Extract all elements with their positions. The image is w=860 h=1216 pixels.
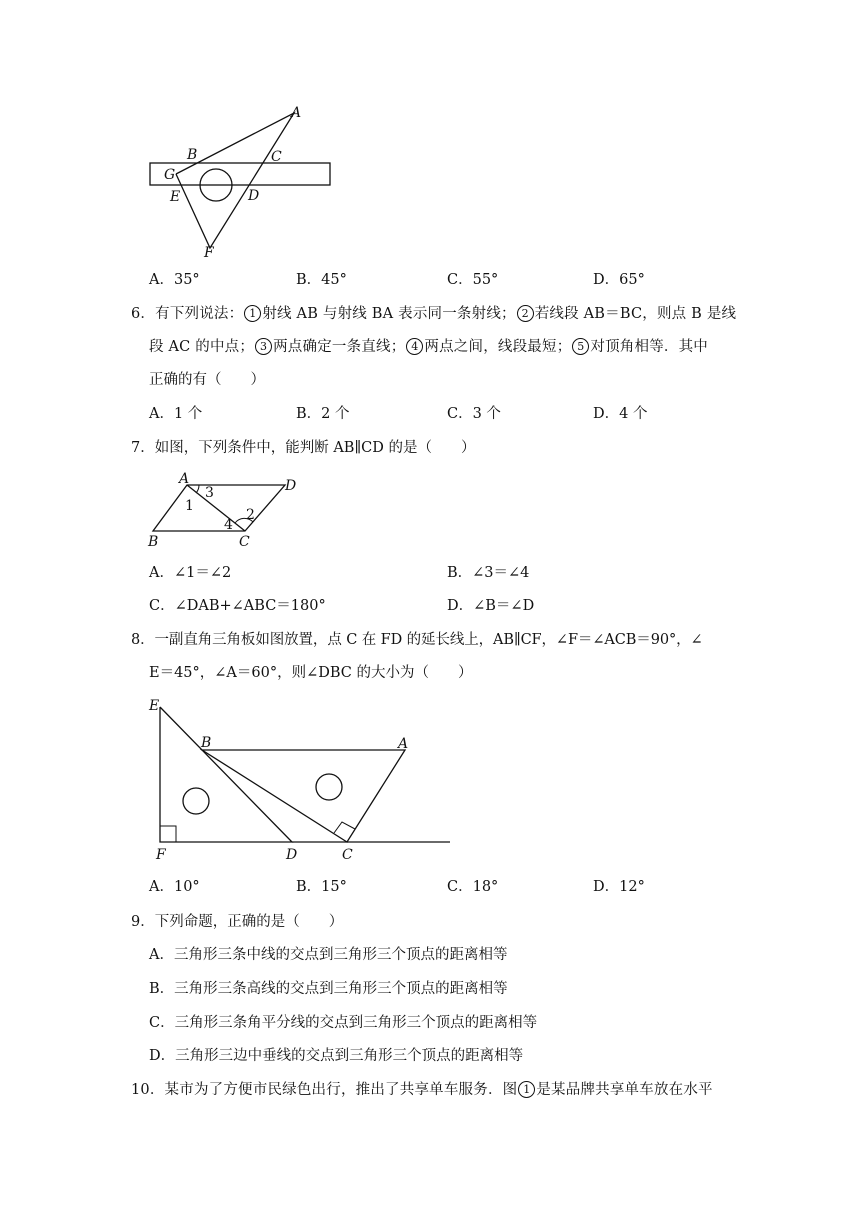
q6-option-b[interactable]: B．2 个 [296,406,350,422]
q5-option-c[interactable]: C．55° [447,272,499,288]
q6-option-c[interactable]: C．3 个 [447,406,501,422]
q9-option-d[interactable]: D．三角形三边中垂线的交点到三角形三个顶点的距离相等 [149,1048,524,1064]
q5-label-f: F [204,245,214,261]
q6-stem-line2 [149,337,708,357]
q5-option-d[interactable]: D．65° [593,272,645,288]
q5-triangle [176,113,294,248]
q7-option-a[interactable]: A．∠1＝∠2 [149,565,232,581]
q9-option-c[interactable]: C．三角形三条角平分线的交点到三角形三个顶点的距离相等 [149,1015,538,1031]
q5-label-c: C [271,149,282,165]
q6-option-d[interactable]: D．4 个 [593,406,648,422]
q7-label-b: B [148,534,159,550]
q5-figure [140,100,350,265]
q8-option-a[interactable]: A．10° [149,879,200,895]
q6-marker-1: 1 [244,305,261,322]
q6-marker-3: 3 [255,338,272,355]
q6-marker-2: 2 [517,305,534,322]
q7-label-a: A [179,471,190,487]
q5-option-b[interactable]: B．45° [296,272,347,288]
q7-angle-4: 4 [224,517,233,533]
q8-right-angle-f [160,826,176,842]
q10-stem [131,1080,713,1100]
q5-option-a[interactable]: A．35° [149,272,200,288]
q7-option-c[interactable]: C．∠DAB+∠ABC＝180° [149,598,326,614]
q6-marker-5: 5 [572,338,589,355]
q8-stem-line1: 8．一副直角三角板如图放置，点 C 在 FD 的延长线上，AB∥CF，∠F＝∠ACB＝90°，∠ [131,632,703,648]
q8-figure [140,695,460,865]
q10-text-post: 是某品牌共享单车放在水平 [536,1082,713,1098]
q5-label-g: G [164,167,176,183]
q8-option-d[interactable]: D．12° [593,879,645,895]
q6-statement-1: 射线 AB 与射线 BA 表示同一条射线； [262,306,516,322]
q7-diagonal-ac [187,485,245,531]
q10-marker-1: 1 [518,1081,535,1098]
q6-prefix: 6．有下列说法： [131,306,244,322]
q9-stem: 9．下列命题，正确的是（ ） [131,914,344,930]
q6-statement-2: 若线段 AB＝BC，则点 B 是线 [534,306,737,322]
q7-angle-arc-a [196,485,199,493]
q8-option-b[interactable]: B．15° [296,879,347,895]
q9-option-a[interactable]: A．三角形三条中线的交点到三角形三个顶点的距离相等 [149,947,508,963]
q6-stem-line3: 正确的有（ ） [149,372,265,388]
q6-statement-3: 两点确定一条直线； [273,339,406,355]
q8-right-angle-c [334,822,355,833]
q10-text-pre: 10．某市为了方便市民绿色出行，推出了共享单车服务．图 [131,1082,518,1098]
q5-label-e: E [170,189,181,205]
q8-option-c[interactable]: C．18° [447,879,499,895]
q5-label-b: B [187,147,198,163]
q8-hole-left [183,788,209,814]
q6-marker-4: 4 [406,338,423,355]
q7-option-d[interactable]: D．∠B＝∠D [447,598,535,614]
q7-label-c: C [239,534,250,550]
q8-label-d: D [286,847,298,863]
q8-label-f: F [156,847,166,863]
q7-figure [145,468,305,552]
q7-angle-1: 1 [185,498,194,514]
q6-statement-4: 两点之间，线段最短； [424,339,572,355]
q8-triangle-efd [160,707,292,842]
q6-line2-prefix: 段 AC 的中点； [149,339,255,355]
q8-hole-right [316,774,342,800]
q6-option-a[interactable]: A．1 个 [149,406,203,422]
q6-stem-line1 [131,304,736,324]
q7-label-d: D [285,478,297,494]
q7-option-b[interactable]: B．∠3＝∠4 [447,565,530,581]
q8-label-e: E [149,698,160,714]
q5-label-d: D [248,188,260,204]
q8-label-c: C [342,847,353,863]
q7-angle-2: 2 [246,507,255,523]
q8-triangle-bac [202,750,405,842]
q5-label-a: A [291,105,302,121]
q7-stem: 7．如图，下列条件中，能判断 AB∥CD 的是（ ） [131,440,476,456]
q8-label-a: A [398,736,409,752]
q7-parallelogram [153,485,285,531]
q6-statement-5: 对顶角相等．其中 [590,339,709,355]
q8-stem-line2: E＝45°，∠A＝60°，则∠DBC 的大小为（ ） [149,665,473,681]
q8-label-b: B [201,735,212,751]
q7-angle-3: 3 [205,485,214,501]
q9-option-b[interactable]: B．三角形三条高线的交点到三角形三个顶点的距离相等 [149,981,508,997]
